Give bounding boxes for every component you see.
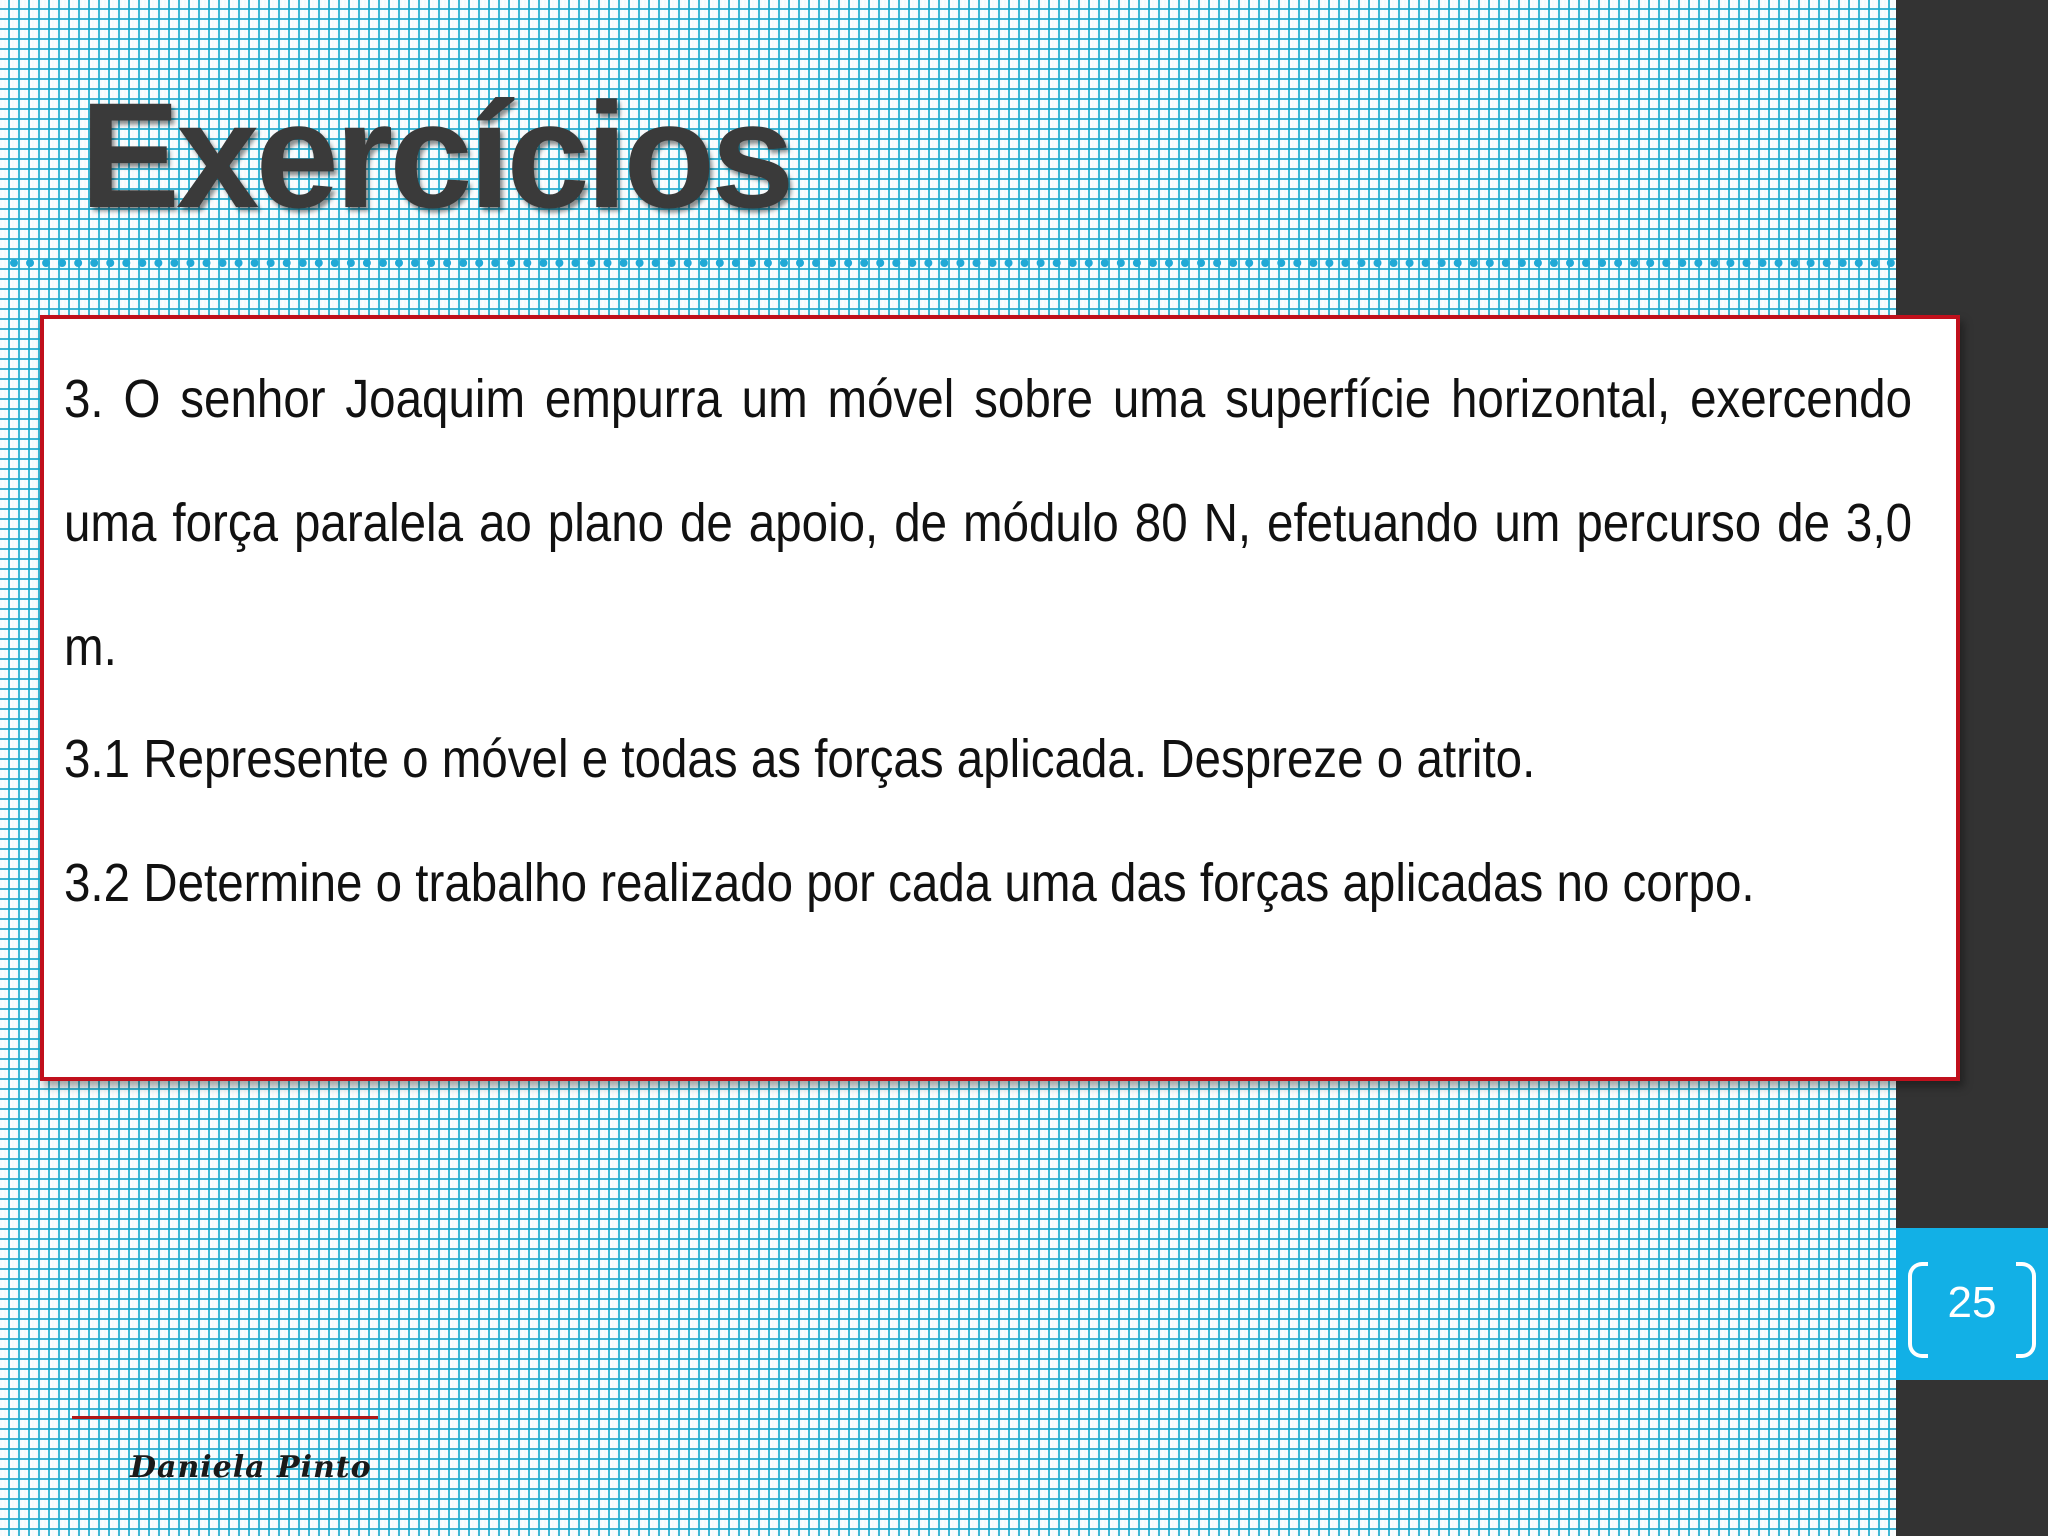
exercise-box — [40, 315, 1960, 1081]
signature-line — [72, 1416, 378, 1419]
slide-title: Exercícios — [80, 71, 791, 239]
right-bracket-icon — [2016, 1262, 2036, 1358]
exercise-statement: 3. O senhor Joaquim empurra um móvel sobre uma superfície horizontal, exercendo uma força paralela ao plano de apoio, de módulo 80 N, efetuando um percurso de 3,0 m. — [64, 369, 1912, 677]
exercise-question-1: 3.1 Represente o móvel e todas as forças aplicada. Despreze o atrito. — [64, 729, 1536, 789]
exercise-question-2: 3.2 Determine o trabalho realizado por cada uma das forças aplicadas no corpo. — [64, 853, 1755, 913]
page-number: 25 — [1947, 1278, 1997, 1327]
page-number-badge — [1896, 1228, 2048, 1380]
title-divider — [10, 259, 1896, 267]
author-signature: Daniela Pinto — [130, 1450, 372, 1485]
